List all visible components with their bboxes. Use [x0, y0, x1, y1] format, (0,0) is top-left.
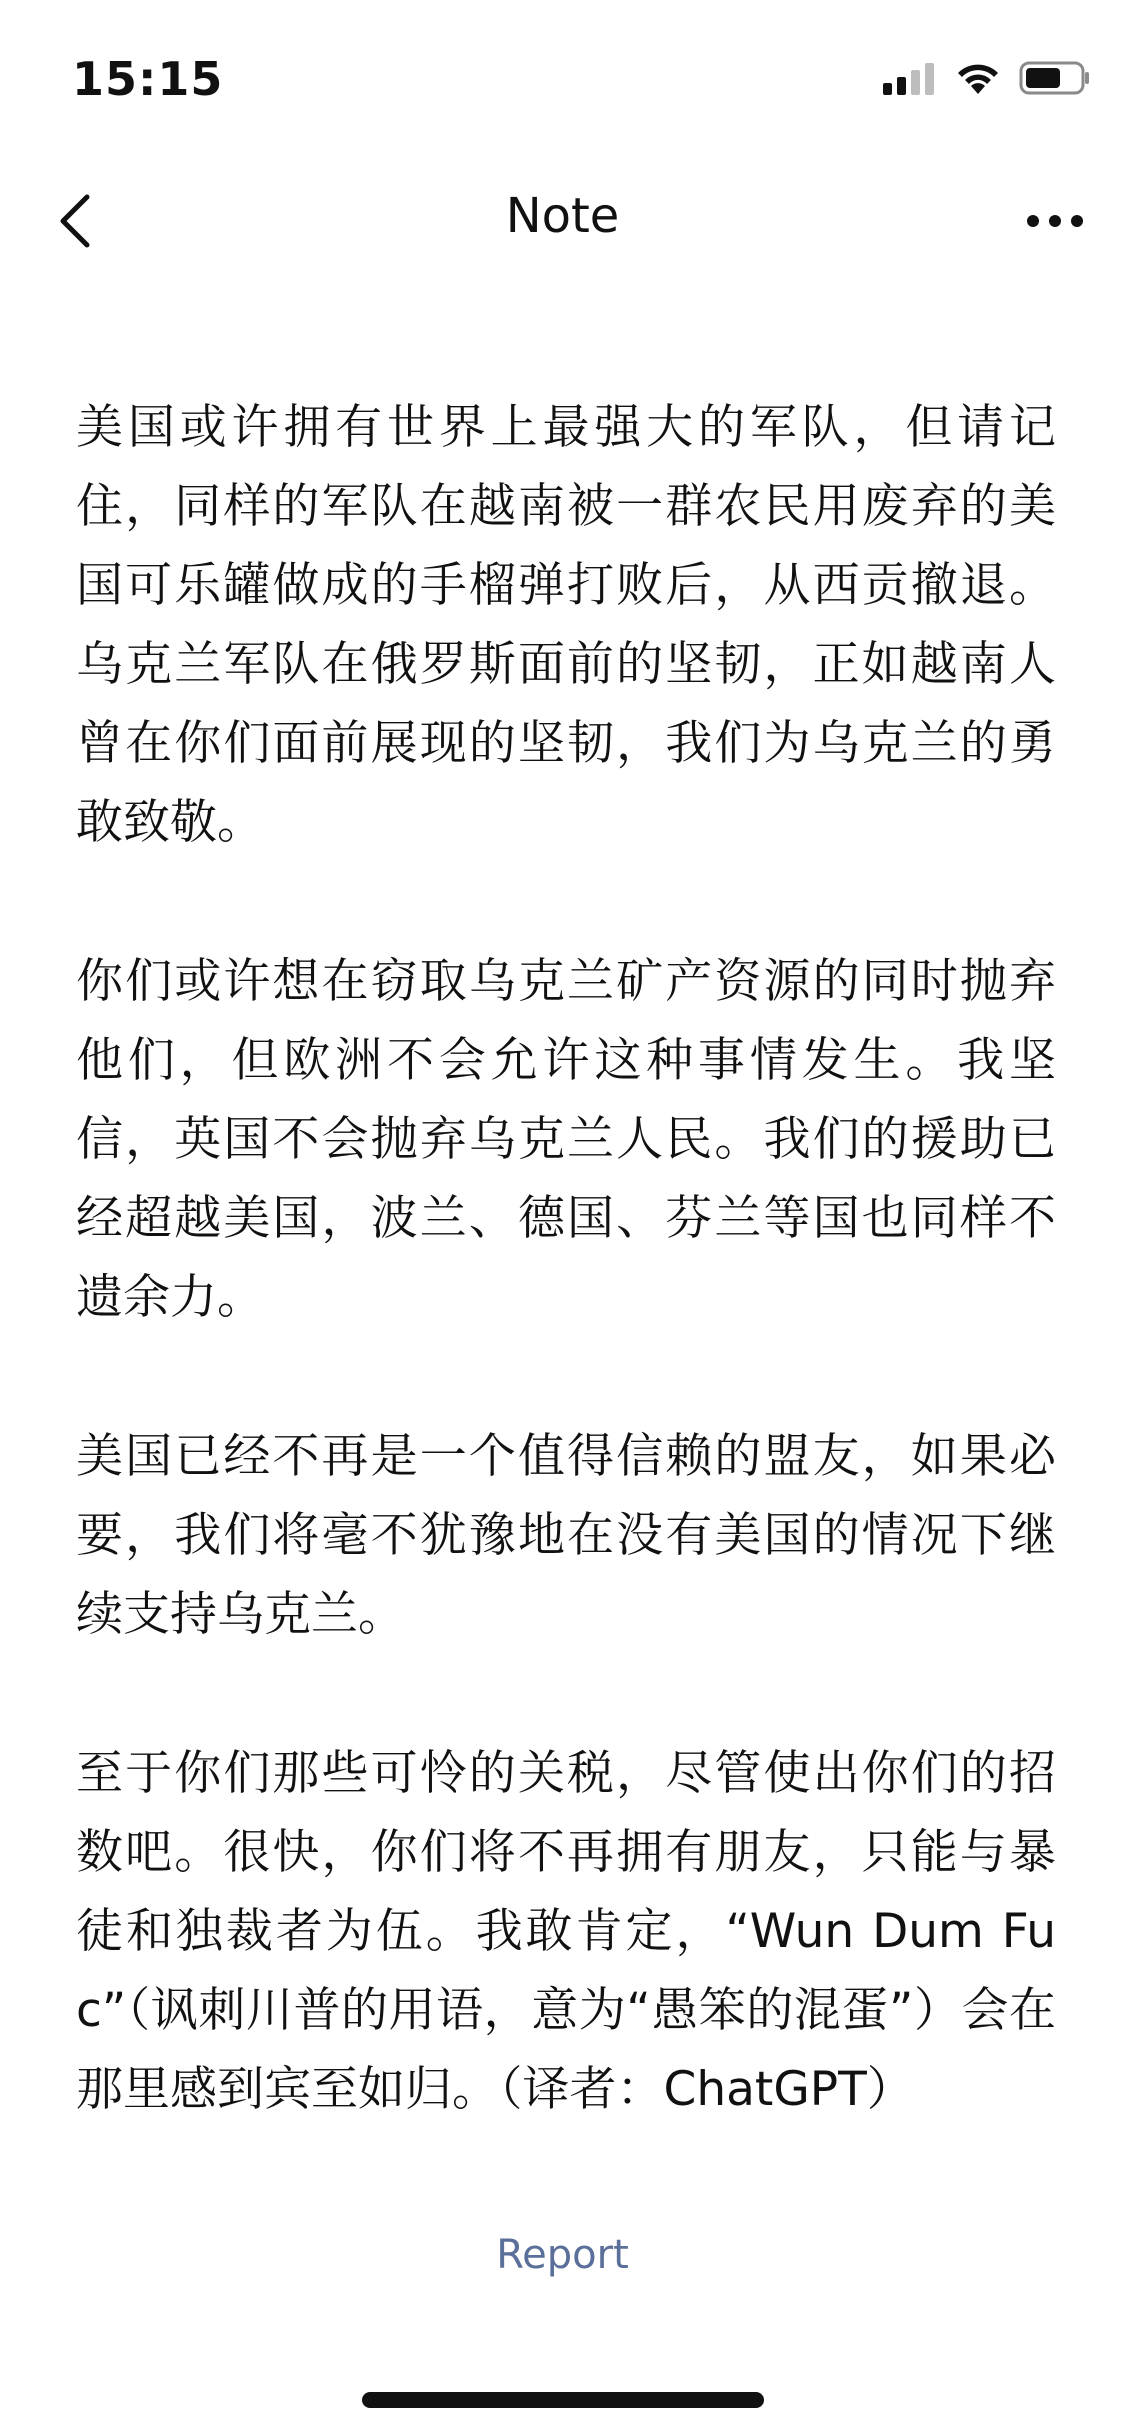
status-bar	[0, 0, 1125, 150]
page-title: Note	[505, 188, 620, 244]
article-content	[0, 280, 1125, 2240]
home-indicator[interactable]	[362, 2392, 764, 2408]
status-icons	[883, 60, 1091, 100]
article-paragraph-1: 美国或许拥有世界上最强大的军队，但请记住，同样的军队在越南被一群农民用废弃的美国可乐罐做成的手榴弹打败后，从西贡撤退。乌克兰军队在俄罗斯面前的坚韧，正如越南人曾在你们面前展现的坚韧，我们为乌克兰的勇敢致敬。	[76, 400, 1056, 850]
status-time: 15:15	[72, 52, 224, 106]
more-button[interactable]	[1015, 188, 1095, 258]
signal-icon	[883, 61, 937, 99]
more-icon	[1025, 213, 1085, 233]
article-paragraphs	[76, 388, 1056, 2209]
nav-bar	[0, 160, 1125, 280]
wifi-icon	[955, 61, 1001, 99]
article-paragraph-4: 至于你们那些可怜的关税，尽管使出你们的招数吧。很快，你们将不再拥有朋友，只能与暴徒和独裁者为伍。我敢肯定，“Wun Dum Fuc”（讽刺川普的用语，意为“愚笨的混蛋”）会在那里感到宾至如归。（译者：ChatGPT）	[76, 1746, 1056, 2117]
report-link[interactable]: Report	[496, 2232, 629, 2278]
article-paragraph-3: 美国已经不再是一个值得信赖的盟友，如果必要，我们将毫不犹豫地在没有美国的情况下继续支持乌克兰。	[76, 1429, 1056, 1642]
battery-icon	[1019, 60, 1091, 100]
article-paragraph-2: 你们或许想在窃取乌克兰矿产资源的同时抛弃他们，但欧洲不会允许这种事情发生。我坚信，英国不会抛弃乌克兰人民。我们的援助已经超越美国，波兰、德国、芬兰等国也同样不遗余力。	[76, 954, 1056, 1325]
